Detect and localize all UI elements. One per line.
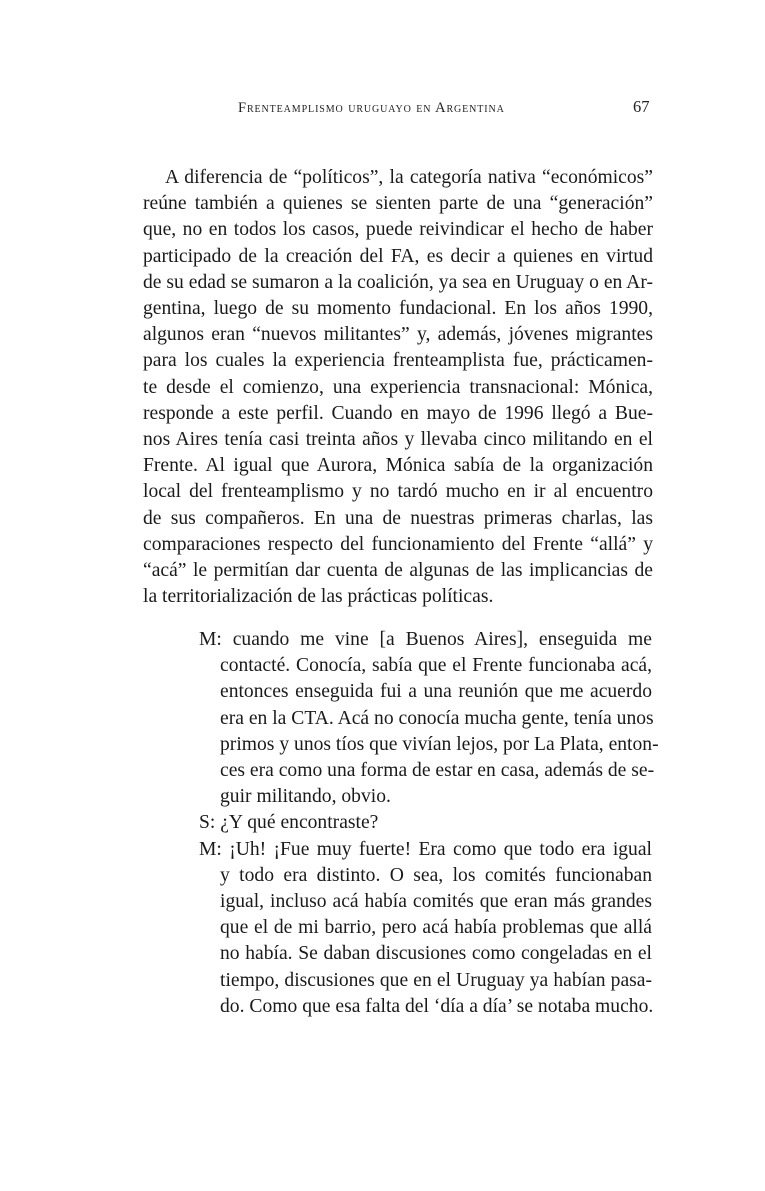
quote-line: y todo era distinto. O sea, los comités funcionaban: [220, 864, 652, 886]
paragraph-line: participado de la creación del FA, es decir a quienes en virtud: [143, 245, 653, 267]
paragraph-line: comparaciones respecto del funcionamiento del Frente “allá” y: [143, 533, 653, 555]
quote-line: M: ¡Uh! ¡Fue muy fuerte! Era como que todo era igual: [199, 838, 652, 860]
quote-line: M: cuando me vine [a Buenos Aires], enseguida me: [199, 629, 652, 650]
body-paragraph: [143, 165, 653, 610]
quote-line: entonces enseguida fui a una reunión que me acuerdo: [220, 681, 652, 703]
quote-line: tiempo, discusiones que en el Uruguay ya habían pasa-: [220, 969, 652, 991]
paragraph-line: te desde el comienzo, una experiencia transnacional: Mónica,: [143, 376, 653, 398]
quote-line: igual, incluso acá había comités que eran más grandes: [220, 891, 652, 913]
paragraph-line: de su edad se sumaron a la coalición, ya sea en Uruguay o en Ar-: [143, 271, 653, 293]
quote-line: no había. Se daban discusiones como congeladas en el: [220, 943, 652, 965]
quote-line: que el de mi barrio, pero acá había problemas que allá: [220, 917, 652, 939]
quote-line: era en la CTA. Acá no conocía mucha gente, tenía unos: [220, 707, 654, 729]
paragraph-line: que, no en todos los casos, puede reivindicar el hecho de haber: [143, 219, 653, 241]
paragraph-line: Frente. Al igual que Aurora, Mónica sabía de la organización: [143, 455, 653, 477]
paragraph-line: la territorialización de las prácticas políticas.: [143, 586, 494, 608]
quote-line: contacté. Conocía, sabía que el Frente funcionaba acá,: [220, 655, 652, 677]
paragraph-line: “acá” le permitían dar cuenta de algunas de las implicancias de: [143, 560, 653, 582]
paragraph-line: responde a este perfil. Cuando en mayo de 1996 llegó a Bue-: [143, 402, 653, 424]
quote-line: do. Como que esa falta del ‘día a día’ se notaba mucho.: [220, 995, 654, 1017]
quote-line: ces era como una forma de estar en casa, además de se-: [220, 760, 655, 782]
interview-block-quote: [199, 627, 659, 1020]
running-title: Frenteamplismo uruguayo en Argentina: [238, 100, 505, 116]
quote-line: primos y unos tíos que vivían lejos, por La Plata, enton-: [220, 733, 659, 755]
paragraph-line: nos Aires tenía casi treinta años y llevaba cinco militando en el: [143, 429, 653, 451]
paragraph-line: algunos eran “nuevos militantes” y, además, jóvenes migrantes: [143, 324, 653, 346]
paragraph-line: de sus compañeros. En una de nuestras primeras charlas, las: [143, 507, 653, 529]
paragraph-line: local del frenteamplismo y no tardó mucho en ir al encuentro: [143, 481, 653, 503]
paragraph-line: reúne también a quienes se sienten parte de una “generación”: [143, 193, 653, 215]
page-number: 67: [633, 97, 650, 116]
quote-line: S: ¿Y qué encontraste?: [199, 812, 379, 834]
quote-line: guir militando, obvio.: [220, 786, 391, 808]
paragraph-line: para los cuales la experiencia frenteamplista fue, prácticamen-: [143, 350, 653, 372]
paragraph-line: gentina, luego de su momento fundacional. En los años 1990,: [143, 298, 653, 320]
paragraph-line: A diferencia de “políticos”, la categoría nativa “económicos”: [165, 167, 653, 188]
